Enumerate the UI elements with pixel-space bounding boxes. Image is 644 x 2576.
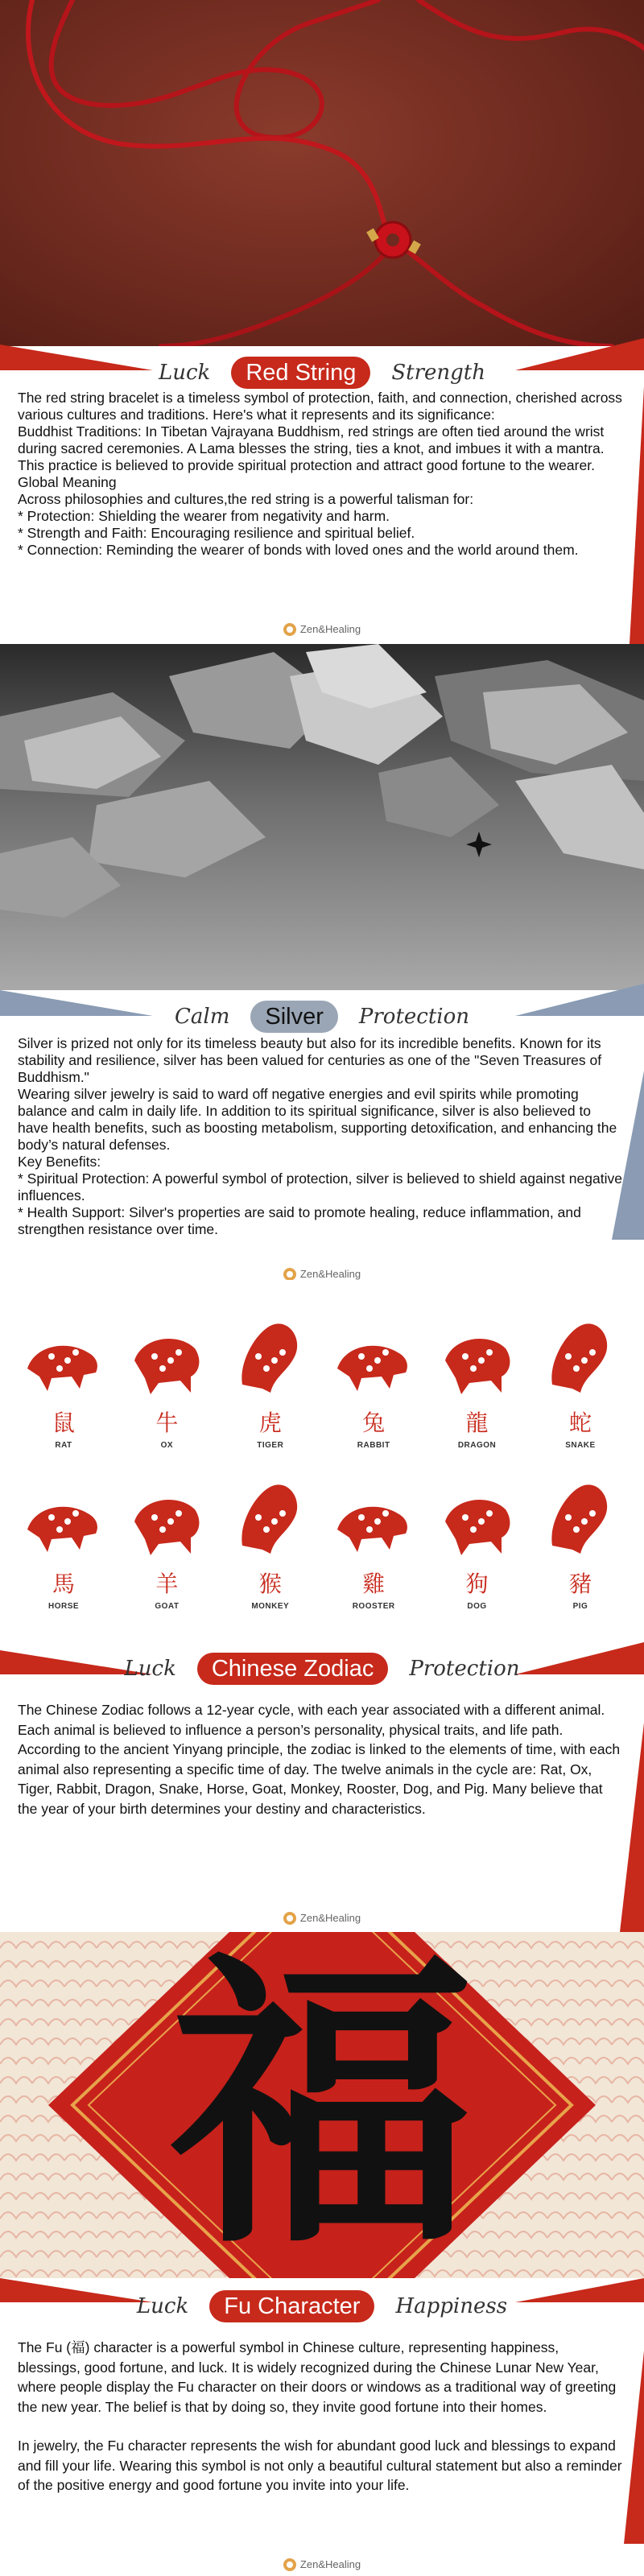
zodiac-hanzi: 龍 xyxy=(465,1410,489,1436)
zodiac-hanzi: 鼠 xyxy=(52,1410,75,1436)
zodiac-animal xyxy=(533,1473,628,1611)
title-pill: Fu Character xyxy=(209,2290,374,2322)
paragraph: * Strength and Faith: Encouraging resilience and spiritual belief. xyxy=(18,525,415,541)
zodiac-name: SNAKE xyxy=(565,1441,596,1450)
zodiac-name: DOG xyxy=(467,1602,487,1611)
rat-papercut-icon xyxy=(19,1312,108,1401)
zodiac-name: PIG xyxy=(572,1602,588,1611)
silver-description xyxy=(18,1035,623,1238)
zodiac-animal xyxy=(16,1312,111,1450)
paragraph: Key Benefits: xyxy=(18,1154,101,1170)
zodiac-hanzi: 豬 xyxy=(568,1571,592,1597)
zodiac-hanzi: 羊 xyxy=(155,1571,179,1597)
goat-papercut-icon xyxy=(122,1473,211,1562)
title-left-word: Calm xyxy=(174,1005,230,1029)
title-pill: Silver xyxy=(250,1001,338,1033)
red-edge-accent xyxy=(630,386,644,644)
zodiac-name: RABBIT xyxy=(357,1441,390,1450)
zodiac-hanzi: 蛇 xyxy=(568,1410,592,1436)
zodiac-animal xyxy=(430,1473,525,1611)
lotus-logo-icon xyxy=(283,1912,296,1925)
paragraph: Across philosophies and cultures,the red string is a powerful talisman for: xyxy=(18,491,474,507)
rabbit-papercut-icon xyxy=(329,1312,418,1401)
zodiac-name: GOAT xyxy=(155,1602,180,1611)
zodiac-name: MONKEY xyxy=(251,1602,290,1611)
zodiac-hanzi: 雞 xyxy=(362,1571,386,1597)
paragraph: * Connection: Reminding the wearer of bonds with loved ones and the world around them. xyxy=(18,542,579,558)
zodiac-illustration xyxy=(0,1280,644,1642)
paragraph: In jewelry, the Fu character represents the wish for abundant good luck and blessings to expand and fill your life. Wearing this symbol is not only a beautiful cultural statement but also a reminder of the positive energy and good fortune you invite into your life. xyxy=(18,2438,622,2493)
title-right-word: Protection xyxy=(358,1005,470,1029)
silver-ore-icon xyxy=(0,644,644,990)
red-string-bracelet-icon xyxy=(0,0,644,346)
section-title-silver xyxy=(0,997,644,1037)
zodiac-animal xyxy=(326,1473,421,1611)
zodiac-hanzi: 猴 xyxy=(258,1571,282,1597)
lotus-logo-icon xyxy=(283,623,296,636)
zodiac-animal xyxy=(16,1473,111,1611)
watermark: Zen&Healing xyxy=(0,622,644,636)
zodiac-hanzi: 馬 xyxy=(52,1571,75,1597)
title-right-word: Strength xyxy=(391,361,485,385)
zodiac-hanzi: 兔 xyxy=(362,1410,386,1436)
ox-papercut-icon xyxy=(122,1312,211,1401)
monkey-papercut-icon xyxy=(226,1473,315,1562)
zodiac-name: HORSE xyxy=(47,1602,80,1611)
silver-ore-photo xyxy=(0,644,644,990)
paragraph: The red string bracelet is a timeless symbol of protection, faith, and connection, cherished across various cultures and traditions. Here's what it represents and its significance: xyxy=(18,390,622,423)
zodiac-animal xyxy=(119,1473,214,1611)
title-right-word: Happiness xyxy=(395,2294,508,2318)
pig-papercut-icon xyxy=(536,1473,625,1562)
title-pill: Chinese Zodiac xyxy=(197,1653,389,1685)
horse-papercut-icon xyxy=(19,1473,108,1562)
zodiac-name: TIGER xyxy=(257,1441,284,1450)
zodiac-row xyxy=(16,1473,628,1611)
paragraph: * Spiritual Protection: A powerful symbol of protection, silver is believed to shield against negative influences. xyxy=(18,1170,622,1203)
dragon-papercut-icon xyxy=(433,1312,522,1401)
red-string-photo xyxy=(0,0,644,346)
title-left-word: Luck xyxy=(136,2294,189,2318)
fu-character-glyph: 福 xyxy=(169,1932,475,2278)
sparkle-icon xyxy=(466,832,492,857)
paragraph: * Protection: Shielding the wearer from negativity and harm. xyxy=(18,508,390,524)
dog-papercut-icon xyxy=(433,1473,522,1562)
title-left-word: Luck xyxy=(158,361,211,385)
zodiac-hanzi: 虎 xyxy=(258,1410,282,1436)
rooster-papercut-icon xyxy=(329,1473,418,1562)
lotus-logo-icon xyxy=(283,2558,296,2571)
zodiac-hanzi: 牛 xyxy=(155,1410,179,1436)
section-title-chinese-zodiac xyxy=(0,1649,644,1689)
paragraph: Silver is prized not only for its timeless beauty but also for its incredible benefits. Known for its stability and resilience, silver has been valued for centuries as one of the "Seven Treasures of Buddhism." xyxy=(18,1035,602,1085)
title-right-word: Protection xyxy=(409,1657,520,1681)
paragraph: The Fu (福) character is a powerful symbol in Chinese culture, representing happiness, blessings, good fortune, and luck. It is widely recognized during the Chinese Lunar New Year, where people display the Fu character on their doors or windows as a traditional way of greeting the new year. The belief is that by doing so, they invite good fortune into their homes. xyxy=(18,2339,617,2415)
watermark: Zen&Healing xyxy=(0,1267,644,1281)
red-edge-accent xyxy=(624,2351,644,2544)
snake-papercut-icon xyxy=(536,1312,625,1401)
zodiac-name: OX xyxy=(160,1441,174,1450)
section-title-red-string xyxy=(0,353,644,393)
zodiac-name: ROOSTER xyxy=(352,1602,395,1611)
red-string-description xyxy=(18,390,623,559)
paragraph: Global Meaning xyxy=(18,474,117,490)
fu-description xyxy=(18,2338,623,2496)
zodiac-animal xyxy=(430,1312,525,1450)
paragraph: Buddhist Traditions: In Tibetan Vajrayana Buddhism, red strings are often tied around the wrist during sacred ceremonies. A Lama blesses the string, ties a knot, and imbues it with a mantra. This practice is believed to provide spiritual protection and attract good fortune to the wearer. xyxy=(18,423,605,473)
zodiac-description xyxy=(18,1700,623,1818)
zodiac-row xyxy=(16,1312,628,1450)
zodiac-name: RAT xyxy=(55,1441,72,1450)
fu-character-photo xyxy=(0,1932,644,2278)
zodiac-animal xyxy=(326,1312,421,1450)
paragraph: Wearing silver jewelry is said to ward off negative energies and evil spirits while promoting balance and calm in daily life. In addition to its spiritual significance, silver is also believed to have health benefits, such as boosting metabolism, supporting detoxification, and enhancing the body’s natural defenses. xyxy=(18,1086,617,1153)
red-edge-accent xyxy=(620,1723,644,1932)
zodiac-animal xyxy=(223,1473,318,1611)
section-title-fu-character xyxy=(0,2286,644,2326)
zodiac-name: DRAGON xyxy=(457,1441,497,1450)
paragraph: * Health Support: Silver's properties are said to promote healing, reduce inflammation, and strengthen resistance over time. xyxy=(18,1204,581,1237)
lotus-logo-icon xyxy=(283,1268,296,1281)
zodiac-animal xyxy=(223,1312,318,1450)
tiger-papercut-icon xyxy=(226,1312,315,1401)
zodiac-animal xyxy=(119,1312,214,1450)
zodiac-hanzi: 狗 xyxy=(465,1571,489,1597)
zodiac-animal xyxy=(533,1312,628,1450)
watermark: Zen&Healing xyxy=(0,2557,644,2571)
paragraph: The Chinese Zodiac follows a 12-year cycle, with each year associated with a different animal. Each animal is believed to influence a person’s personality, physical traits, and life path. According to the ancient Yinyang principle, the zodiac is linked to the elements of time, with each animal also representing a specific time of day. The twelve animals in the cycle are: Rat, Ox, Tiger, Rabbit, Dragon, Snake, Horse, Goat, Monkey, Rooster, Dog, and Pig. Many believe that the year of your birth determines your destiny and characteristics. xyxy=(18,1702,621,1817)
title-pill: Red String xyxy=(231,357,370,389)
watermark: Zen&Healing xyxy=(0,1911,644,1925)
title-left-word: Luck xyxy=(124,1657,176,1681)
